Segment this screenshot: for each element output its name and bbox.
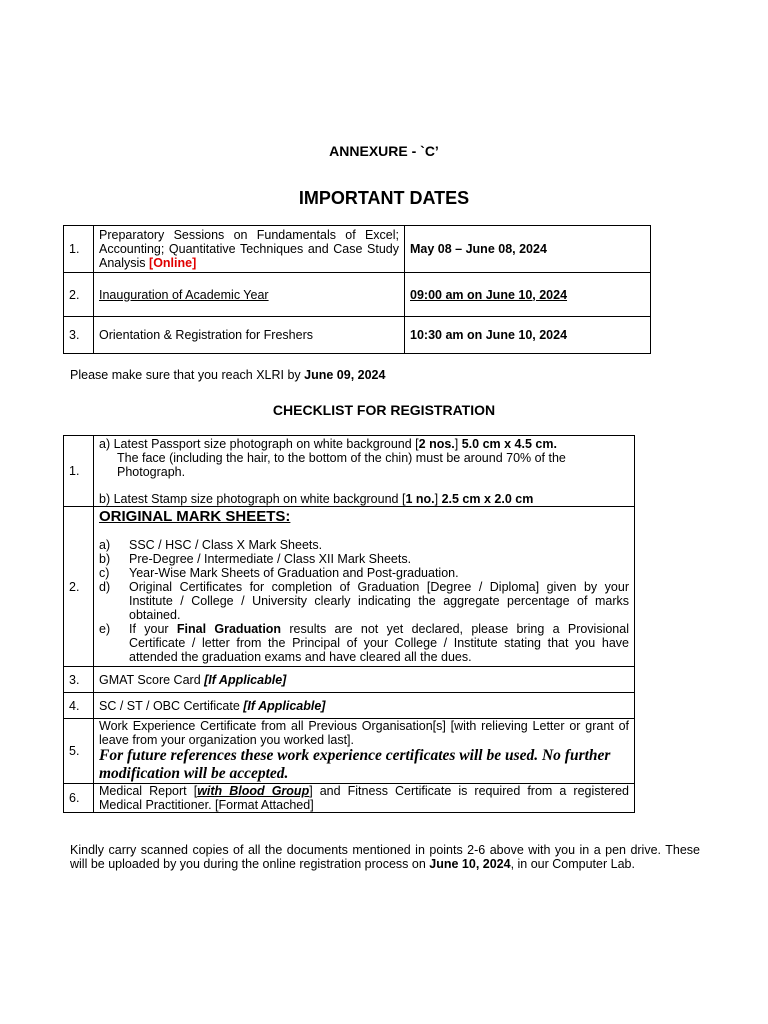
row-number: 1. <box>64 436 94 507</box>
footer-text: Kindly carry scanned copies of all the documents mentioned in points 2-6 above with you in a pen drive. These will be uploaded by you during the online registration process on <box>70 843 700 871</box>
stamp-text: b) Latest Stamp size photograph on white background [ <box>99 491 406 506</box>
table-row <box>64 273 651 317</box>
checklist-title: CHECKLIST FOR REGISTRATION <box>272 402 496 418</box>
row-number: 2. <box>64 273 94 317</box>
reach-note-text: Please make sure that you reach XLRI by <box>70 368 305 382</box>
medical-text-rest: ] and Fitness Certificate is required from a registered Medical Practitioner. [Format Attached] <box>99 784 629 812</box>
gmat-text: GMAT Score Card <box>99 672 205 687</box>
work-experience-text: Work Experience Certificate from all Previous Organisation[s] [with relieving Letter or grant of leave from your organization you worked last]. <box>99 719 629 747</box>
date-cell: 10:30 am on June 10, 2024 <box>405 317 651 354</box>
list-item: c) Year-Wise Mark Sheets of Graduation and Post-graduation. <box>99 565 459 580</box>
footer-note <box>70 843 700 871</box>
reach-date: June 09, 2024 <box>304 368 386 382</box>
passport-size: 5.0 cm x 4.5 cm. <box>461 436 557 451</box>
bracket-text: ] <box>434 491 442 506</box>
table-row <box>64 317 651 354</box>
event-text: Inauguration of Academic Year <box>99 287 269 302</box>
row-number: 6. <box>64 784 94 813</box>
event-cell <box>94 226 405 273</box>
event-cell: Orientation & Registration for Freshers <box>94 317 405 354</box>
table-row <box>64 667 635 693</box>
annexure-title: ANNEXURE - `C’ <box>329 143 439 159</box>
row-number: 4. <box>64 693 94 719</box>
list-item: a) SSC / HSC / Class X Mark Sheets. <box>99 537 323 552</box>
online-tag: [Online] <box>149 256 197 270</box>
if-applicable-tag: [If Applicable] <box>243 698 326 713</box>
mark-sheets-heading: ORIGINAL MARK SHEETS: <box>99 507 291 525</box>
row-number: 5. <box>64 719 94 784</box>
table-row <box>64 436 635 507</box>
event-text: Preparatory Sessions on Fundamentals of Excel; Accounting; Quantitative Techniques and Case Study Analysis <box>99 228 399 270</box>
date-cell: May 08 – June 08, 2024 <box>405 226 651 273</box>
stamp-size: 2.5 cm x 2.0 cm <box>441 491 534 506</box>
row-number: 1. <box>64 226 94 273</box>
stamp-count: 1 no. <box>405 491 435 506</box>
row-number: 3. <box>64 317 94 354</box>
list-item: e) If your Final Graduation results are not yet declared, please bring a Provisional Certificate / letter from the Principal of your College / Institute stating that you have attended the graduation exams and have cleared all the dues. <box>99 621 629 664</box>
passport-note: The face (including the hair, to the bottom of the chin) must be around 70% of the Photograph. <box>117 450 566 479</box>
passport-count: 2 nos. <box>418 436 455 451</box>
category-text: SC / ST / OBC Certificate <box>99 698 244 713</box>
reach-note <box>70 368 385 382</box>
table-row <box>64 719 635 784</box>
important-dates-title: IMPORTANT DATES <box>298 188 470 208</box>
category-cell <box>94 693 635 719</box>
work-experience-note: For future references these work experience certificates will be used. No further modification will be accepted. <box>99 747 611 782</box>
table-row <box>64 507 635 667</box>
list-item: d) Original Certificates for completion of Graduation [Degree / Diploma] given by your Institute / College / University clearly indicating the aggregate percentage of marks obtained. <box>99 579 629 622</box>
photo-requirements <box>94 436 635 507</box>
bracket-text: ] <box>454 436 462 451</box>
stamp-photo-item <box>99 492 629 506</box>
footer-date: June 10, 2024 <box>429 857 511 871</box>
row-number: 3. <box>64 667 94 693</box>
table-row <box>64 784 635 813</box>
work-experience-cell <box>94 719 635 784</box>
passport-text: a) Latest Passport size photograph on white background [ <box>99 436 419 451</box>
list-item: b) Pre-Degree / Intermediate / Class XII Mark Sheets. <box>99 551 412 566</box>
if-applicable-tag: [If Applicable] <box>204 672 287 687</box>
mark-sheets-cell <box>94 507 635 667</box>
passport-photo-item <box>99 437 629 451</box>
medical-cell <box>94 784 635 813</box>
footer-text-end: , in our Computer Lab. <box>510 857 635 871</box>
checklist-table <box>63 435 635 813</box>
event-cell <box>94 273 405 317</box>
table-row <box>64 226 651 273</box>
table-row <box>64 693 635 719</box>
date-cell <box>405 273 651 317</box>
blood-group-tag: with Blood Group <box>197 784 310 798</box>
important-dates-table <box>63 225 651 354</box>
medical-text: Medical Report [ <box>99 784 198 798</box>
gmat-cell <box>94 667 635 693</box>
row-number: 2. <box>64 507 94 667</box>
date-text: 09:00 am on June 10, 2024 <box>410 287 568 302</box>
